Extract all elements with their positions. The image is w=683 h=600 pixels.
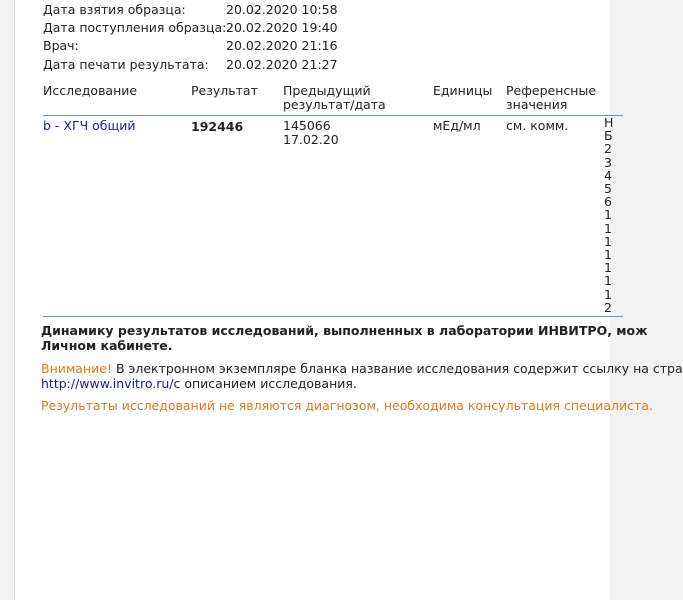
previous-result-value: 145066 — [283, 118, 331, 133]
invitro-link[interactable]: http://www.invitro.ru/ — [41, 376, 174, 391]
edge-char: 1 — [604, 233, 612, 249]
edge-char: Н — [604, 115, 614, 130]
edge-char: 6 — [604, 194, 612, 210]
previous-result-date: 17.02.20 — [283, 132, 339, 147]
edge-char: 2 — [604, 141, 612, 157]
dynamics-note-line2: Личном кабинете. — [41, 338, 173, 353]
header-units: Единицы — [433, 83, 493, 98]
print-date-row — [43, 56, 338, 74]
edge-char: 1 — [604, 220, 612, 236]
doctor-value: 20.02.2020 21:16 — [226, 38, 338, 53]
edge-char: 1 — [604, 247, 612, 263]
sample-taken-label: Дата взятия образца: — [43, 2, 186, 17]
table-bottom-divider — [43, 316, 623, 317]
attention-note — [41, 361, 683, 391]
dynamics-note-line1: Динамику результатов исследований, выполненных в лаборатории ИНВИТРО, мож — [41, 323, 648, 338]
edge-char: 2 — [604, 299, 612, 315]
reference-value: см. комм. — [506, 118, 569, 133]
header-reference — [506, 84, 596, 112]
header-previous-line2: результат/дата — [283, 97, 386, 112]
doctor-label: Врач: — [43, 38, 79, 53]
edge-char: 1 — [604, 207, 612, 223]
header-reference-line2: значения — [506, 97, 568, 112]
header-reference-line1: Референсные — [506, 83, 597, 98]
header-test: Исследование — [43, 83, 138, 98]
edge-char: 3 — [604, 154, 612, 170]
sample-received-label: Дата поступления образца: — [43, 20, 227, 35]
edge-char: Б — [604, 128, 613, 144]
result-sheet — [14, 0, 683, 600]
sample-taken-row — [43, 1, 338, 19]
doctor-row — [43, 37, 338, 55]
sample-received-row — [43, 19, 338, 37]
attention-text: В электронном экземпляре бланка название исследования содержит ссылку на стра — [111, 361, 683, 376]
previous-result — [283, 119, 339, 147]
disclaimer: Результаты исследований не являются диагнозом, необходима консультация специалиста. — [41, 398, 653, 413]
test-name-link[interactable]: b - ХГЧ общий — [43, 118, 136, 133]
header-result: Результат — [191, 83, 258, 98]
print-date-value: 20.02.2020 21:27 — [226, 57, 338, 72]
units-value: мЕд/мл — [433, 118, 481, 133]
attention-prefix: Внимание! — [41, 361, 112, 376]
edge-char: 1 — [604, 260, 612, 276]
sample-taken-value: 20.02.2020 10:58 — [226, 2, 338, 17]
header-divider — [43, 115, 623, 116]
header-previous — [283, 84, 386, 112]
edge-char: 5 — [604, 181, 612, 197]
comment-column-clipped — [604, 116, 616, 314]
attention-text-2: с описанием исследования. — [173, 376, 357, 391]
edge-char: 1 — [604, 273, 612, 289]
edge-char: 1 — [604, 286, 612, 302]
result-value: 192446 — [191, 119, 244, 134]
sample-received-value: 20.02.2020 19:40 — [226, 20, 338, 35]
header-previous-line1: Предыдущий — [283, 83, 371, 98]
edge-char: 4 — [604, 167, 612, 183]
print-date-label: Дата печати результата: — [43, 57, 209, 72]
dynamics-note — [41, 323, 648, 353]
